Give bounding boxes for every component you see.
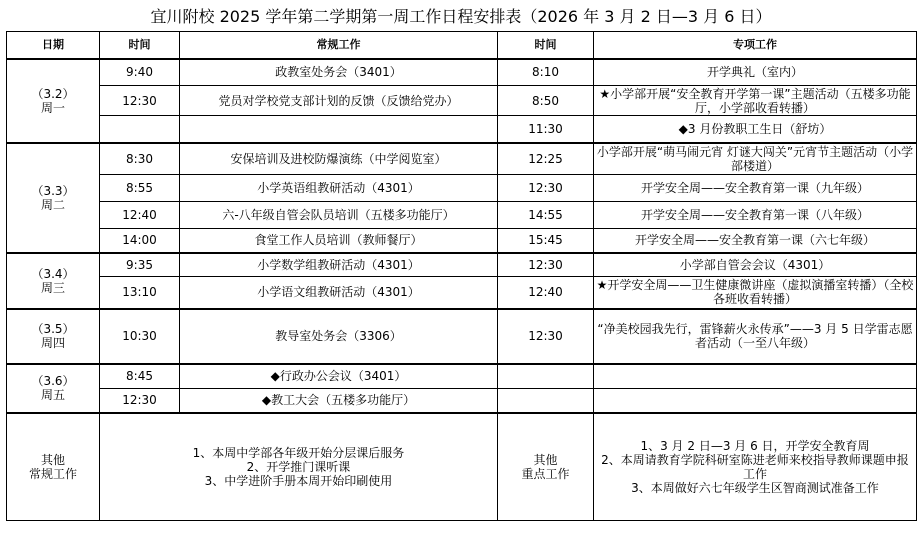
day-weekday: 周五: [40, 388, 65, 402]
time-cell: 12:30: [498, 253, 594, 277]
special-cell: 开学安全周——安全教育第一课（九年级）: [594, 175, 917, 202]
time-cell: 9:40: [100, 59, 180, 86]
routine-cell: 教导室处务会（3306）: [180, 309, 498, 364]
routine-cell: 小学数学组教研活动（4301）: [180, 253, 498, 277]
other-key-heading-line: 重点工作: [521, 466, 570, 481]
note-item: 3、中学进阶手册本周开始印刷使用: [204, 473, 393, 488]
time-cell: 12:40: [498, 277, 594, 309]
special-cell: ★小学部开展“安全教育开学第一课”主题活动（五楼多功能厅，小学部收看转播）: [594, 86, 917, 116]
other-routine-notes: [100, 413, 498, 521]
routine-cell: 安保培训及进校防爆演练（中学阅览室）: [180, 143, 498, 175]
routine-cell: 政教室处务会（3401）: [180, 59, 498, 86]
schedule-table: [6, 31, 917, 521]
time-cell: 9:35: [100, 253, 180, 277]
table-row: [7, 253, 917, 277]
day-cell: [7, 309, 100, 364]
time-cell: 14:00: [100, 229, 180, 253]
header-row: [7, 32, 917, 59]
other-row: [7, 413, 917, 521]
other-key-heading-line: 其他: [533, 452, 558, 467]
special-cell: 小学部开展“萌马闹元宵 灯谜大闯关”元宵节主题活动（小学部楼道）: [594, 143, 917, 175]
table-row: [7, 175, 917, 202]
header-time: 时间: [100, 32, 180, 59]
header-date: 日期: [7, 32, 100, 59]
other-key-heading: [498, 413, 594, 521]
special-cell: 开学安全周——安全教育第一课（六七年级）: [594, 229, 917, 253]
table-row: [7, 143, 917, 175]
routine-cell: 小学英语组教研活动（4301）: [180, 175, 498, 202]
time-cell: 12:30: [498, 309, 594, 364]
time-cell: 12:30: [100, 389, 180, 413]
table-row: [7, 364, 917, 389]
special-cell: 小学部自管会会议（4301）: [594, 253, 917, 277]
special-cell: ◆3 月份教职工生日（舒坊）: [594, 116, 917, 143]
routine-cell: 食堂工作人员培训（教师餐厅）: [180, 229, 498, 253]
special-cell: [594, 389, 917, 413]
day-date: （3.2）: [31, 86, 75, 101]
table-row: [7, 389, 917, 413]
time-cell: 10:30: [100, 309, 180, 364]
routine-cell: ◆教工大会（五楼多功能厅）: [180, 389, 498, 413]
other-routine-heading-line: 常规工作: [28, 466, 77, 481]
special-cell: ★开学安全周——卫生健康微讲座（虚拟演播室转播）（全校各班收看转播）: [594, 277, 917, 309]
routine-cell: [180, 116, 498, 143]
header-routine: 常规工作: [180, 32, 498, 59]
routine-cell: ◆行政办公会议（3401）: [180, 364, 498, 389]
time-cell: 8:10: [498, 59, 594, 86]
routine-cell: 党员对学校党支部计划的反馈（反馈给党办）: [180, 86, 498, 116]
routine-cell: 六-八年级自管会队员培训（五楼多功能厅）: [180, 202, 498, 229]
day-date: （3.4）: [31, 266, 75, 281]
note-item: 1、3 月 2 日—3 月 6 日，开学安全教育周: [640, 438, 870, 453]
time-cell: [498, 389, 594, 413]
day-cell: [7, 143, 100, 253]
day-date: （3.5）: [31, 322, 75, 336]
page-title: 宜川附校 2025 学年第二学期第一周工作日程安排表（2026 年 3 月 2 日—3 月 6 日）: [150, 7, 772, 26]
time-cell: [100, 116, 180, 143]
time-cell: 14:55: [498, 202, 594, 229]
time-cell: [498, 364, 594, 389]
routine-cell: 小学语文组教研活动（4301）: [180, 277, 498, 309]
note-item: 2、开学推门课听课: [246, 459, 351, 474]
time-cell: 11:30: [498, 116, 594, 143]
table-row: [7, 202, 917, 229]
table-row: [7, 59, 917, 86]
table-row: [7, 277, 917, 309]
day-weekday: 周四: [40, 336, 65, 350]
special-cell: 开学典礼（室内）: [594, 59, 917, 86]
time-cell: 12:30: [100, 86, 180, 116]
note-item: 1、本周中学部各年级开始分层课后服务: [192, 445, 405, 460]
table-row: [7, 229, 917, 253]
day-date: （3.6）: [31, 374, 75, 388]
other-routine-heading-line: 其他: [40, 452, 65, 467]
time-cell: 8:30: [100, 143, 180, 175]
day-cell: [7, 364, 100, 413]
time-cell: 13:10: [100, 277, 180, 309]
time-cell: 8:45: [100, 364, 180, 389]
time-cell: 12:30: [498, 175, 594, 202]
other-routine-heading: [7, 413, 100, 521]
day-cell: [7, 253, 100, 309]
time-cell: 8:55: [100, 175, 180, 202]
day-cell: [7, 59, 100, 143]
time-cell: 15:45: [498, 229, 594, 253]
day-weekday: 周三: [40, 280, 65, 295]
header-time: 时间: [498, 32, 594, 59]
special-cell: “净美校园我先行，雷锋薪火永传承”——3 月 5 日学雷志愿者活动（一至八年级）: [594, 309, 917, 364]
day-weekday: 周一: [40, 100, 65, 115]
day-weekday: 周二: [40, 197, 65, 212]
special-cell: [594, 364, 917, 389]
table-row: [7, 309, 917, 364]
table-row: [7, 116, 917, 143]
note-item: 3、本周做好六七年级学生区智商测试准备工作: [631, 480, 879, 495]
time-cell: 8:50: [498, 86, 594, 116]
other-key-notes: [594, 413, 917, 521]
time-cell: 12:25: [498, 143, 594, 175]
note-item: 2、本周请教育学院科研室陈进老师来校指导教师课题申报工作: [601, 452, 909, 481]
day-date: （3.3）: [31, 183, 75, 198]
table-row: [7, 86, 917, 116]
time-cell: 12:40: [100, 202, 180, 229]
header-special: 专项工作: [594, 32, 917, 59]
special-cell: 开学安全周——安全教育第一课（八年级）: [594, 202, 917, 229]
